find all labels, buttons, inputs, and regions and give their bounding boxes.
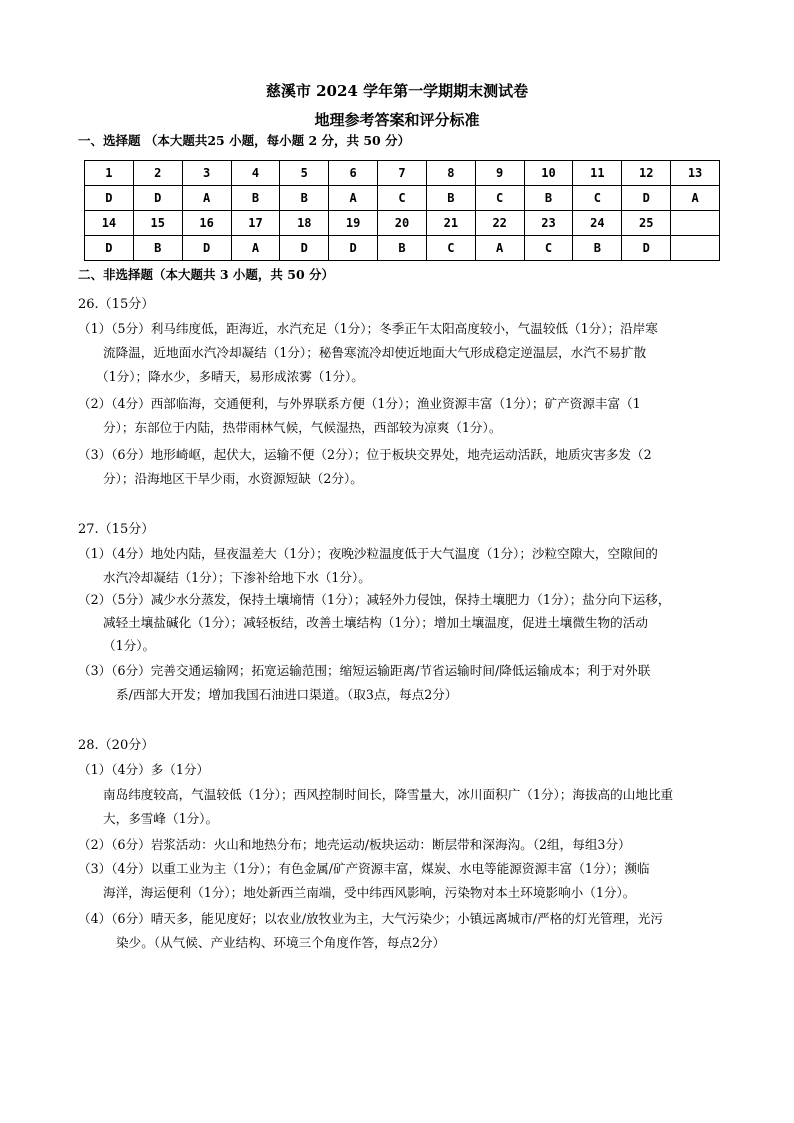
answer-cell: C bbox=[573, 186, 622, 211]
question-number-cell: 16 bbox=[182, 211, 231, 236]
answer-cell: D bbox=[85, 186, 134, 211]
q26-line: 分）；东部位于内陆，热带雨林气候，气候湿热，西部较为凉爽（1分）。 bbox=[103, 420, 502, 435]
question-number-cell: 14 bbox=[85, 211, 134, 236]
answer-cell: A bbox=[182, 186, 231, 211]
question-number-cell: 2 bbox=[133, 161, 182, 186]
question-number-cell: 19 bbox=[329, 211, 378, 236]
q27-line: 水汽冷却凝结（1分）；下渗补给地下水（1分）。 bbox=[103, 570, 371, 585]
q27-line: （3）（6分）完善交通运输网；拓宽运输范围；缩短运输距离/节省运输时间/降低运输成本；利于对外联 bbox=[78, 663, 651, 678]
answer-cell: D bbox=[182, 236, 231, 261]
q26-line: （1分）；降水少，多晴天，易形成浓雾（1分）。 bbox=[96, 369, 364, 384]
answer-cell: C bbox=[524, 236, 573, 261]
answer-cell: C bbox=[378, 186, 427, 211]
q26-line: （1）（5分）利马纬度低，距海近，水汽充足（1分）；冬季正午太阳高度较小，气温较低（1分）；沿岸寒 bbox=[78, 321, 658, 336]
question-number-cell: 6 bbox=[329, 161, 378, 186]
q27-line: （2）（5分）减少水分蒸发，保持土壤墒情（1分）；减轻外力侵蚀，保持土壤肥力（1分）；盐分向下运移， bbox=[78, 592, 671, 607]
question-number-cell: 25 bbox=[622, 211, 671, 236]
answer-cell: C bbox=[475, 186, 524, 211]
answer-cell: D bbox=[622, 236, 671, 261]
q28-line: 海洋，海运便利（1分）；地处新西兰南端，受中纬西风影响，污染物对本土环境影响小（1分）。 bbox=[103, 885, 636, 900]
question-number-cell: 17 bbox=[231, 211, 280, 236]
question-number-cell: 10 bbox=[524, 161, 573, 186]
exam-subtitle: 地理参考答案和评分标准 bbox=[314, 111, 480, 129]
question-number-cell: 7 bbox=[378, 161, 427, 186]
q27-line: 减轻土壤盐碱化（1分）；减轻板结，改善土壤结构（1分）；增加土壤温度，促进土壤微生物的活动 bbox=[103, 615, 648, 630]
answer-cell: D bbox=[133, 186, 182, 211]
answer-cell: B bbox=[280, 186, 329, 211]
answer-cell: D bbox=[622, 186, 671, 211]
answer-cell bbox=[671, 236, 720, 261]
question-number-cell: 4 bbox=[231, 161, 280, 186]
q28-line: 南岛纬度较高，气温较低（1分）；西风控制时间长，降雪量大，冰川面积广（1分）；海拔高的山地比重 bbox=[103, 787, 674, 802]
answer-cell: A bbox=[475, 236, 524, 261]
section1-heading: 一、选择题 （本大题共25 小题，每小题 2 分，共 50 分） bbox=[78, 133, 411, 148]
q27-line: （1）（4分）地处内陆，昼夜温差大（1分）；夜晚沙粒温度低于大气温度（1分）；沙粒空隙大，空隙间的 bbox=[78, 546, 658, 561]
question-number-cell: 9 bbox=[475, 161, 524, 186]
answer-cell: D bbox=[85, 236, 134, 261]
q26-line: （3）（6分）地形崎岖，起伏大，运输不便（2分）；位于板块交界处，地壳运动活跃，地质灾害多发（2 bbox=[78, 447, 652, 462]
q28-title: 28.（20分） bbox=[78, 738, 155, 753]
q28-line: （3）（4分）以重工业为主（1分）；有色金属/矿产资源丰富，煤炭、水电等能源资源丰富（1分）；濒临 bbox=[78, 861, 650, 876]
answer-cell: C bbox=[426, 236, 475, 261]
question-number-cell: 23 bbox=[524, 211, 573, 236]
question-number-cell: 11 bbox=[573, 161, 622, 186]
answer-table bbox=[84, 160, 720, 261]
question-number-cell: 8 bbox=[426, 161, 475, 186]
question-number-cell: 15 bbox=[133, 211, 182, 236]
section2-heading: 二、非选择题（本大题共 3 小题，共 50 分） bbox=[78, 267, 335, 282]
q27-line: （1分）。 bbox=[103, 638, 156, 653]
answer-cell: A bbox=[231, 236, 280, 261]
question-number-cell: 24 bbox=[573, 211, 622, 236]
question-number-cell bbox=[671, 211, 720, 236]
q27-line: 系/西部大开发；增加我国石油进口渠道。（取3点，每点2分） bbox=[116, 687, 458, 702]
question-number-cell: 12 bbox=[622, 161, 671, 186]
q26-title: 26.（15分） bbox=[78, 297, 155, 312]
question-number-cell: 18 bbox=[280, 211, 329, 236]
question-number-cell: 3 bbox=[182, 161, 231, 186]
question-number-cell: 5 bbox=[280, 161, 329, 186]
q26-line: 流降温，近地面水汽冷却凝结（1分）；秘鲁寒流冷却使近地面大气形成稳定逆温层，水汽不易扩散 bbox=[103, 345, 647, 360]
answer-cell: D bbox=[329, 236, 378, 261]
q26-line: 分）；沿海地区干旱少雨，水资源短缺（2分）。 bbox=[103, 471, 363, 486]
question-number-cell: 13 bbox=[671, 161, 720, 186]
answer-cell: B bbox=[231, 186, 280, 211]
answer-cell: D bbox=[280, 236, 329, 261]
question-number-cell: 20 bbox=[378, 211, 427, 236]
answer-cell: A bbox=[329, 186, 378, 211]
exam-title: 慈溪市 2024 学年第一学期期末测试卷 bbox=[265, 82, 529, 100]
answer-cell: B bbox=[378, 236, 427, 261]
answer-cell: B bbox=[426, 186, 475, 211]
q26-line: （2）（4分）西部临海，交通便利，与外界联系方便（1分）；渔业资源丰富（1分）；矿产资源丰富（1 bbox=[78, 396, 641, 411]
q28-line: （4）（6分）晴天多，能见度好；以农业/放牧业为主，大气污染少；小镇远离城市/严格的灯光管理，光污 bbox=[78, 911, 663, 926]
question-number-cell: 22 bbox=[475, 211, 524, 236]
answer-cell: B bbox=[133, 236, 182, 261]
answer-cell: B bbox=[524, 186, 573, 211]
question-number-cell: 1 bbox=[85, 161, 134, 186]
question-number-cell: 21 bbox=[426, 211, 475, 236]
q28-line: （2）（6分）岩浆活动：火山和地热分布；地壳运动/板块运动：断层带和深海沟。（2组，每组3分） bbox=[78, 837, 631, 852]
answer-cell: A bbox=[671, 186, 720, 211]
q27-title: 27.（15分） bbox=[78, 522, 155, 537]
q28-line: 染少。（从气候、产业结构、环境三个角度作答，每点2分） bbox=[116, 935, 446, 950]
answer-cell: B bbox=[573, 236, 622, 261]
q28-line: 大，多雪峰（1分）。 bbox=[103, 811, 219, 826]
q28-line: （1）（4分）多（1分） bbox=[78, 762, 210, 777]
